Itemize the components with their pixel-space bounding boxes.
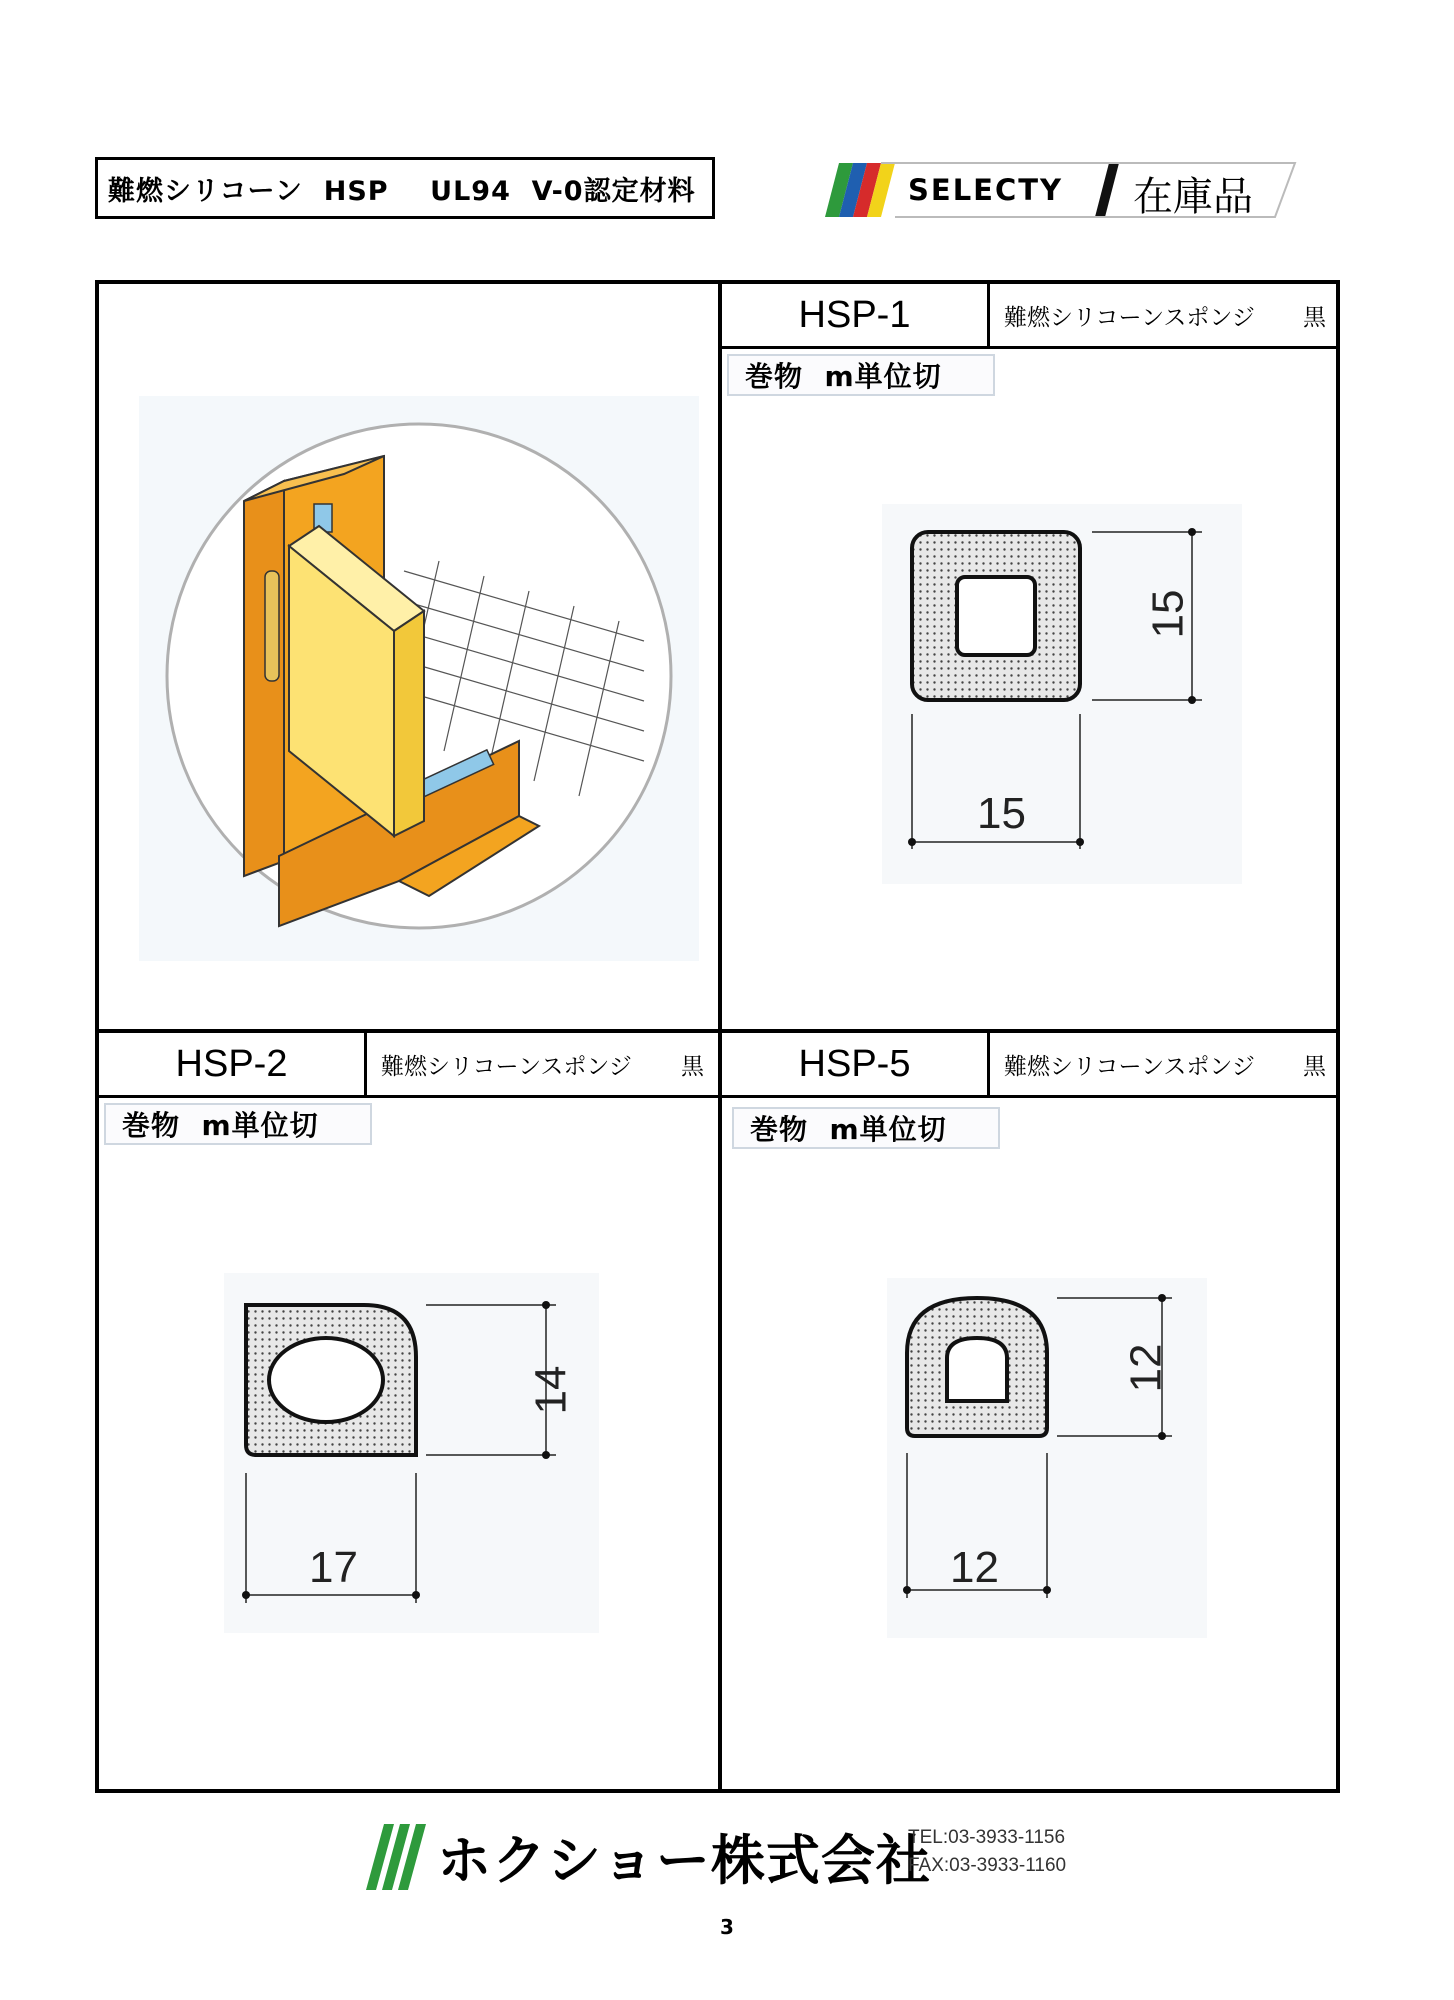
company-tel: TEL:03-3933-1156 [908,1827,1066,1848]
product-description-row [990,1033,1340,1095]
width-dimension: 15 [977,789,1026,838]
unit-label: 巻物 m単位切 [104,1103,372,1145]
document-title: 難燃シリコーン HSP UL94 V-0認定材料 [108,175,696,207]
unit-label: 巻物 m単位切 [727,354,995,396]
company-footer [360,1810,1120,1900]
hsp-2-profile-drawing [224,1273,599,1633]
product-header [722,1033,1340,1098]
hsp-1-profile-drawing [882,504,1242,884]
width-dimension: 17 [309,1543,358,1592]
height-dimension: 12 [1121,1343,1171,1393]
product-header [722,284,1340,349]
unit-label: 巻物 m単位切 [732,1107,1000,1149]
product-description: 難燃シリコーンスポンジ [1004,1053,1255,1080]
company-logo-icon [360,1820,432,1892]
page-number: 3 [720,1915,734,1939]
product-cell-hsp-5 [722,1033,1340,1789]
product-code: HSP-2 [99,1033,367,1095]
product-color: 黒 [1303,1053,1326,1080]
width-dimension: 12 [950,1543,999,1592]
company-name: ホクショー株式会社 [437,1829,931,1892]
height-dimension: 14 [526,1365,576,1415]
product-description: 難燃シリコーンスポンジ [1004,304,1255,331]
stock-label: 在庫品 [1133,174,1253,220]
product-color: 黒 [1303,304,1326,331]
company-fax: FAX:03-3933-1160 [908,1855,1067,1876]
product-cell-hsp-1 [722,284,1340,1029]
product-cell-hsp-2 [99,1033,718,1789]
height-dimension: 15 [1143,589,1193,639]
product-grid [95,280,1340,1793]
door-frame-illustration [139,396,699,961]
product-description-row [990,284,1340,346]
selecty-badge [795,155,1305,225]
hsp-5-profile-drawing [887,1278,1207,1638]
product-description-row [367,1033,718,1095]
product-code: HSP-1 [722,284,990,346]
product-color: 黒 [681,1053,704,1080]
product-code: HSP-5 [722,1033,990,1095]
product-description: 難燃シリコーンスポンジ [381,1053,632,1080]
company-contact [908,1824,1066,1880]
brand-name: SELECTY [908,173,1064,207]
product-header [99,1033,718,1098]
document-title-box [95,157,715,219]
